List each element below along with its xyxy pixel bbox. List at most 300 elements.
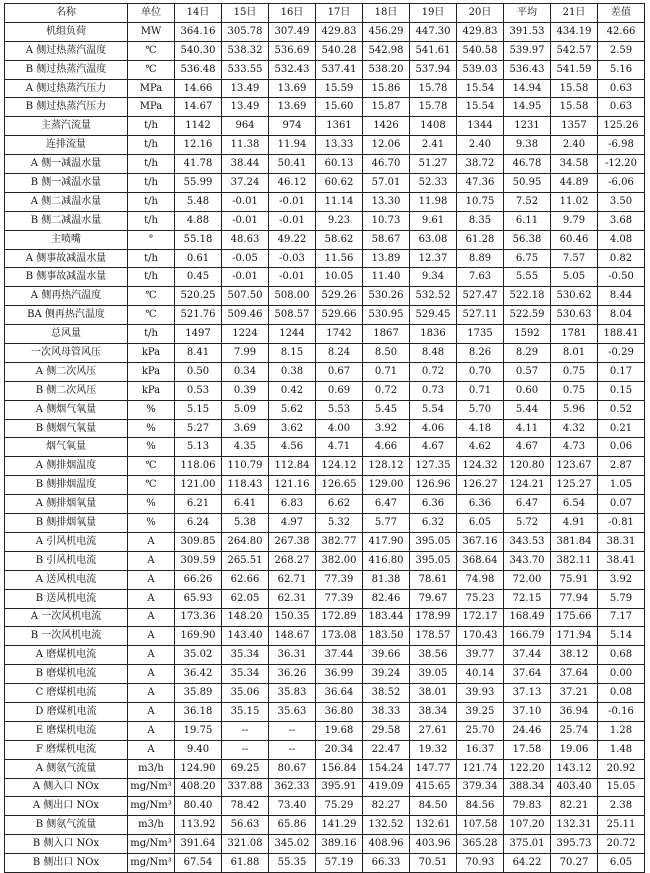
value-cell: 408.96 [363,835,410,854]
value-cell: 36.64 [316,684,363,703]
value-cell: 37.44 [504,646,551,665]
value-cell: 4.11 [504,419,551,438]
value-cell: 79.67 [410,589,457,608]
value-cell: 7.17 [598,608,645,627]
column-header: 名称 [5,4,128,23]
value-cell: 11.14 [316,192,363,211]
unit-cell: A [128,627,175,646]
value-cell: 0.70 [457,362,504,381]
value-cell: 6.05 [598,854,645,873]
value-cell: 82.21 [551,797,598,816]
unit-cell: % [128,495,175,514]
table-row [5,98,645,117]
parameter-name-cell: D 磨煤机电流 [5,702,128,721]
value-cell: 132.52 [363,816,410,835]
value-cell: 4.56 [269,438,316,457]
value-cell: 171.94 [551,627,598,646]
value-cell: 508.57 [269,306,316,325]
parameter-name-cell: B 磨煤机电流 [5,665,128,684]
value-cell: 38.44 [222,155,269,174]
value-cell: 80.67 [269,759,316,778]
value-cell: -12.20 [598,155,645,174]
unit-cell: A [128,684,175,703]
value-cell: 6.36 [410,495,457,514]
value-cell: 4.08 [598,230,645,249]
value-cell: 15.87 [363,98,410,117]
value-cell: 5.54 [410,400,457,419]
parameter-name-cell: B 侧事故减温水量 [5,268,128,287]
parameter-name-cell: A 送风机电流 [5,570,128,589]
value-cell: 122.20 [504,759,551,778]
parameter-name-cell: B 侧氨气流量 [5,816,128,835]
parameter-name-cell: BA 侧再热汽温度 [5,306,128,325]
value-cell: 395.91 [316,778,363,797]
table-row [5,155,645,174]
value-cell: 36.26 [269,665,316,684]
value-cell: -0.01 [222,268,269,287]
parameter-name-cell: 烟气氧量 [5,438,128,457]
value-cell: 527.11 [457,306,504,325]
unit-cell: kPa [128,344,175,363]
value-cell: 19.68 [316,721,363,740]
value-cell: 37.21 [551,684,598,703]
value-cell: 20.72 [598,835,645,854]
table-row [5,608,645,627]
table-row [5,532,645,551]
value-cell: 6.41 [222,495,269,514]
value-cell: 13.33 [316,136,363,155]
parameter-name-cell: B 侧二减温水量 [5,211,128,230]
value-cell: 70.27 [551,854,598,873]
value-cell: 62.66 [222,570,269,589]
value-cell: 4.73 [551,438,598,457]
value-cell: 9.34 [410,268,457,287]
value-cell: 538.20 [363,60,410,79]
parameter-name-cell: A 侧出口 NOx [5,797,128,816]
value-cell: 9.61 [410,211,457,230]
value-cell: 124.90 [175,759,222,778]
value-cell: 124.32 [457,457,504,476]
value-cell: 8.41 [175,344,222,363]
value-cell: 541.59 [551,60,598,79]
value-cell: 58.67 [363,230,410,249]
value-cell: 14.66 [175,79,222,98]
value-cell: 1142 [175,117,222,136]
value-cell: 5.27 [175,419,222,438]
table-row [5,306,645,325]
column-header: 18日 [363,4,410,23]
table-row [5,495,645,514]
value-cell: 5.13 [175,438,222,457]
table-row [5,835,645,854]
unit-cell: A [128,702,175,721]
value-cell: 14.94 [504,79,551,98]
value-cell: 305.78 [222,22,269,41]
parameter-name-cell: A 侧入口 NOx [5,778,128,797]
value-cell: -6.06 [598,174,645,193]
value-cell: 7.99 [222,344,269,363]
value-cell: 110.79 [222,457,269,476]
value-cell: 337.88 [222,778,269,797]
value-cell: 38.31 [598,532,645,551]
value-cell: 37.13 [504,684,551,703]
value-cell: 15.54 [457,79,504,98]
value-cell: 55.99 [175,174,222,193]
value-cell: 416.80 [363,551,410,570]
value-cell: 143.12 [551,759,598,778]
value-cell: 126.65 [316,476,363,495]
value-cell: 82.46 [363,589,410,608]
parameter-name-cell: B 侧过热蒸汽压力 [5,98,128,117]
value-cell: 121.00 [175,476,222,495]
value-cell: 538.32 [222,41,269,60]
value-cell: 381.84 [551,532,598,551]
table-row [5,174,645,193]
value-cell: 8.89 [457,249,504,268]
column-header: 17日 [316,4,363,23]
value-cell: 0.07 [598,495,645,514]
value-cell: 35.15 [222,702,269,721]
parameter-name-cell: E 磨煤机电流 [5,721,128,740]
value-cell: 345.02 [269,835,316,854]
value-cell: 2.40 [551,136,598,155]
value-cell: 8.04 [598,306,645,325]
value-cell: 147.77 [410,759,457,778]
value-cell: 132.31 [551,816,598,835]
value-cell: 0.17 [598,362,645,381]
value-cell: 974 [269,117,316,136]
value-cell: 367.16 [457,532,504,551]
value-cell: 11.98 [410,192,457,211]
column-header: 20日 [457,4,504,23]
value-cell: 5.70 [457,400,504,419]
table-row [5,476,645,495]
unit-cell: ℃ [128,287,175,306]
value-cell: 309.59 [175,551,222,570]
value-cell: 39.05 [410,665,457,684]
value-cell: 126.27 [457,476,504,495]
unit-cell: ℃ [128,457,175,476]
value-cell: 38.33 [363,702,410,721]
value-cell: 13.69 [269,79,316,98]
value-cell: 0.71 [363,362,410,381]
value-cell: 417.90 [363,532,410,551]
value-cell: 447.30 [410,22,457,41]
value-cell: 321.08 [222,835,269,854]
value-cell: 8.01 [551,344,598,363]
value-cell: 118.06 [175,457,222,476]
value-cell: 0.63 [598,79,645,98]
parameter-name-cell: B 侧排烟温度 [5,476,128,495]
value-cell: 66.33 [363,854,410,873]
value-cell: 8.48 [410,344,457,363]
value-cell: 123.67 [551,457,598,476]
value-cell: 434.19 [551,22,598,41]
parameter-name-cell: C 磨煤机电流 [5,684,128,703]
value-cell: 267.38 [269,532,316,551]
value-cell: -6.98 [598,136,645,155]
value-cell: -0.50 [598,268,645,287]
value-cell: 72.00 [504,570,551,589]
unit-cell: % [128,514,175,533]
column-header: 平均 [504,4,551,23]
value-cell: 364.16 [175,22,222,41]
value-cell: 61.88 [222,854,269,873]
table-row [5,570,645,589]
value-cell: 5.16 [598,60,645,79]
value-cell: 4.00 [316,419,363,438]
value-cell: 3.68 [598,211,645,230]
value-cell: 11.40 [363,268,410,287]
value-cell: 8.44 [598,287,645,306]
value-cell: 62.31 [269,589,316,608]
parameter-name-cell: A 一次风机电流 [5,608,128,627]
unit-cell: A [128,646,175,665]
value-cell: 15.78 [410,79,457,98]
parameter-name-cell: B 侧排烟氧量 [5,514,128,533]
value-cell: 178.57 [410,627,457,646]
value-cell: 173.36 [175,608,222,627]
value-cell: 77.39 [316,570,363,589]
value-cell: 35.83 [269,684,316,703]
table-row [5,627,645,646]
parameter-name-cell: A 侧过热蒸汽温度 [5,41,128,60]
parameter-name-cell: B 引风机电流 [5,551,128,570]
value-cell: 55.35 [269,854,316,873]
value-cell: 6.62 [316,495,363,514]
value-cell: 0.72 [410,362,457,381]
value-cell: 38.12 [551,646,598,665]
value-cell: 6.47 [363,495,410,514]
value-cell: 14.67 [175,98,222,117]
value-cell: 1867 [363,325,410,344]
value-cell: 529.26 [316,287,363,306]
value-cell: 172.17 [457,608,504,627]
value-cell: 35.34 [222,665,269,684]
value-cell: 4.06 [410,419,457,438]
value-cell: 170.43 [457,627,504,646]
value-cell: 5.15 [175,400,222,419]
value-cell: 35.06 [222,684,269,703]
value-cell: 27.61 [410,721,457,740]
value-cell: 1357 [551,117,598,136]
value-cell: 35.63 [269,702,316,721]
value-cell: 37.24 [222,174,269,193]
parameter-name-cell: F 磨煤机电流 [5,740,128,759]
table-row [5,684,645,703]
table-row [5,759,645,778]
value-cell: -0.01 [222,192,269,211]
value-cell: 4.62 [457,438,504,457]
value-cell: 0.69 [316,381,363,400]
value-cell: 84.56 [457,797,504,816]
value-cell: 3.62 [269,419,316,438]
column-header: 19日 [410,4,457,23]
value-cell: 0.73 [410,381,457,400]
parameter-name-cell: B 侧二次风压 [5,381,128,400]
value-cell: 11.02 [551,192,598,211]
value-cell: 7.63 [457,268,504,287]
value-cell: 542.98 [363,41,410,60]
value-cell: 456.29 [363,22,410,41]
unit-cell: A [128,721,175,740]
value-cell: 82.27 [363,797,410,816]
value-cell: 540.58 [457,41,504,60]
value-cell: 10.05 [316,268,363,287]
table-row [5,287,645,306]
unit-cell: MPa [128,79,175,98]
parameter-name-cell: A 侧烟气氧量 [5,400,128,419]
value-cell: 50.95 [504,174,551,193]
value-cell: 36.99 [316,665,363,684]
value-cell: 69.25 [222,759,269,778]
value-cell: 536.48 [175,60,222,79]
value-cell: 508.00 [269,287,316,306]
value-cell: 46.78 [504,155,551,174]
parameter-name-cell: A 侧排烟氧量 [5,495,128,514]
value-cell: 362.33 [269,778,316,797]
value-cell: 415.65 [410,778,457,797]
value-cell: 77.39 [316,589,363,608]
value-cell: 403.96 [410,835,457,854]
value-cell: 0.68 [598,646,645,665]
value-cell: 36.42 [175,665,222,684]
value-cell: 37.10 [504,702,551,721]
value-cell: 34.58 [551,155,598,174]
value-cell: 530.62 [551,287,598,306]
value-cell: 530.26 [363,287,410,306]
value-cell: 5.05 [551,268,598,287]
value-cell: 403.40 [551,778,598,797]
table-row [5,22,645,41]
value-cell: 522.18 [504,287,551,306]
unit-cell: A [128,532,175,551]
table-row [5,646,645,665]
value-cell: 39.24 [363,665,410,684]
value-cell: 5.53 [316,400,363,419]
table-row [5,702,645,721]
table-row [5,211,645,230]
value-cell: 4.88 [175,211,222,230]
value-cell: 343.53 [504,532,551,551]
value-cell: 5.79 [598,589,645,608]
unit-cell: A [128,551,175,570]
value-cell: 11.38 [222,136,269,155]
table-row [5,419,645,438]
value-cell: 66.26 [175,570,222,589]
table-row [5,136,645,155]
value-cell: 0.67 [316,362,363,381]
value-cell: 307.49 [269,22,316,41]
column-header: 15日 [222,4,269,23]
value-cell: 0.72 [363,381,410,400]
value-cell: 1231 [504,117,551,136]
value-cell: 128.12 [363,457,410,476]
value-cell: 12.37 [410,249,457,268]
report-table-container [4,3,645,873]
unit-cell: t/h [128,211,175,230]
value-cell: 0.34 [222,362,269,381]
table-row [5,854,645,873]
value-cell: 1.48 [598,740,645,759]
table-row [5,665,645,684]
value-cell: 5.38 [222,514,269,533]
value-cell: 6.36 [457,495,504,514]
value-cell: 4.35 [222,438,269,457]
value-cell: 5.55 [504,268,551,287]
parameter-name-cell: B 侧入口 NOx [5,835,128,854]
value-cell: 0.75 [551,381,598,400]
value-cell: 3.69 [222,419,269,438]
value-cell: 4.18 [457,419,504,438]
value-cell: 62.71 [269,570,316,589]
value-cell: 60.13 [316,155,363,174]
value-cell: 75.29 [316,797,363,816]
value-cell: 19.75 [175,721,222,740]
value-cell: 121.74 [457,759,504,778]
value-cell: 379.34 [457,778,504,797]
value-cell: 50.41 [269,155,316,174]
parameter-name-cell: B 侧一减温水量 [5,174,128,193]
value-cell: 56.38 [504,230,551,249]
value-cell: 343.70 [504,551,551,570]
value-cell: -0.01 [269,192,316,211]
value-cell: 268.27 [269,551,316,570]
value-cell: 5.44 [504,400,551,419]
value-cell: 38.01 [410,684,457,703]
parameter-name-cell: A 侧二减温水量 [5,192,128,211]
table-row [5,268,645,287]
value-cell: 39.93 [457,684,504,703]
value-cell: 13.69 [269,98,316,117]
value-cell: 12.06 [363,136,410,155]
value-cell: 391.53 [504,22,551,41]
value-cell: 533.55 [222,60,269,79]
value-cell: 51.27 [410,155,457,174]
value-cell: 507.50 [222,287,269,306]
value-cell: 78.42 [222,797,269,816]
value-cell: 0.61 [175,249,222,268]
table-row [5,721,645,740]
value-cell: 35.89 [175,684,222,703]
parameter-name-cell: B 侧烟气氧量 [5,419,128,438]
value-cell: 1592 [504,325,551,344]
table-row [5,230,645,249]
value-cell: 132.61 [410,816,457,835]
value-cell: 6.54 [551,495,598,514]
unit-cell: t/h [128,174,175,193]
value-cell: 541.61 [410,41,457,60]
value-cell: 7.52 [504,192,551,211]
value-cell: 44.89 [551,174,598,193]
value-cell: 35.02 [175,646,222,665]
parameter-name-cell: A 引风机电流 [5,532,128,551]
value-cell: 178.99 [410,608,457,627]
value-cell: 126.96 [410,476,457,495]
value-cell: 4.91 [551,514,598,533]
value-cell: 168.49 [504,608,551,627]
value-cell: 0.52 [598,400,645,419]
value-cell: 429.83 [457,22,504,41]
value-cell: 530.63 [551,306,598,325]
value-cell: 55.18 [175,230,222,249]
value-cell: 532.43 [269,60,316,79]
table-row [5,589,645,608]
parameter-name-cell: 连排流量 [5,136,128,155]
table-row [5,79,645,98]
value-cell: 36.94 [551,702,598,721]
value-cell: 8.50 [363,344,410,363]
